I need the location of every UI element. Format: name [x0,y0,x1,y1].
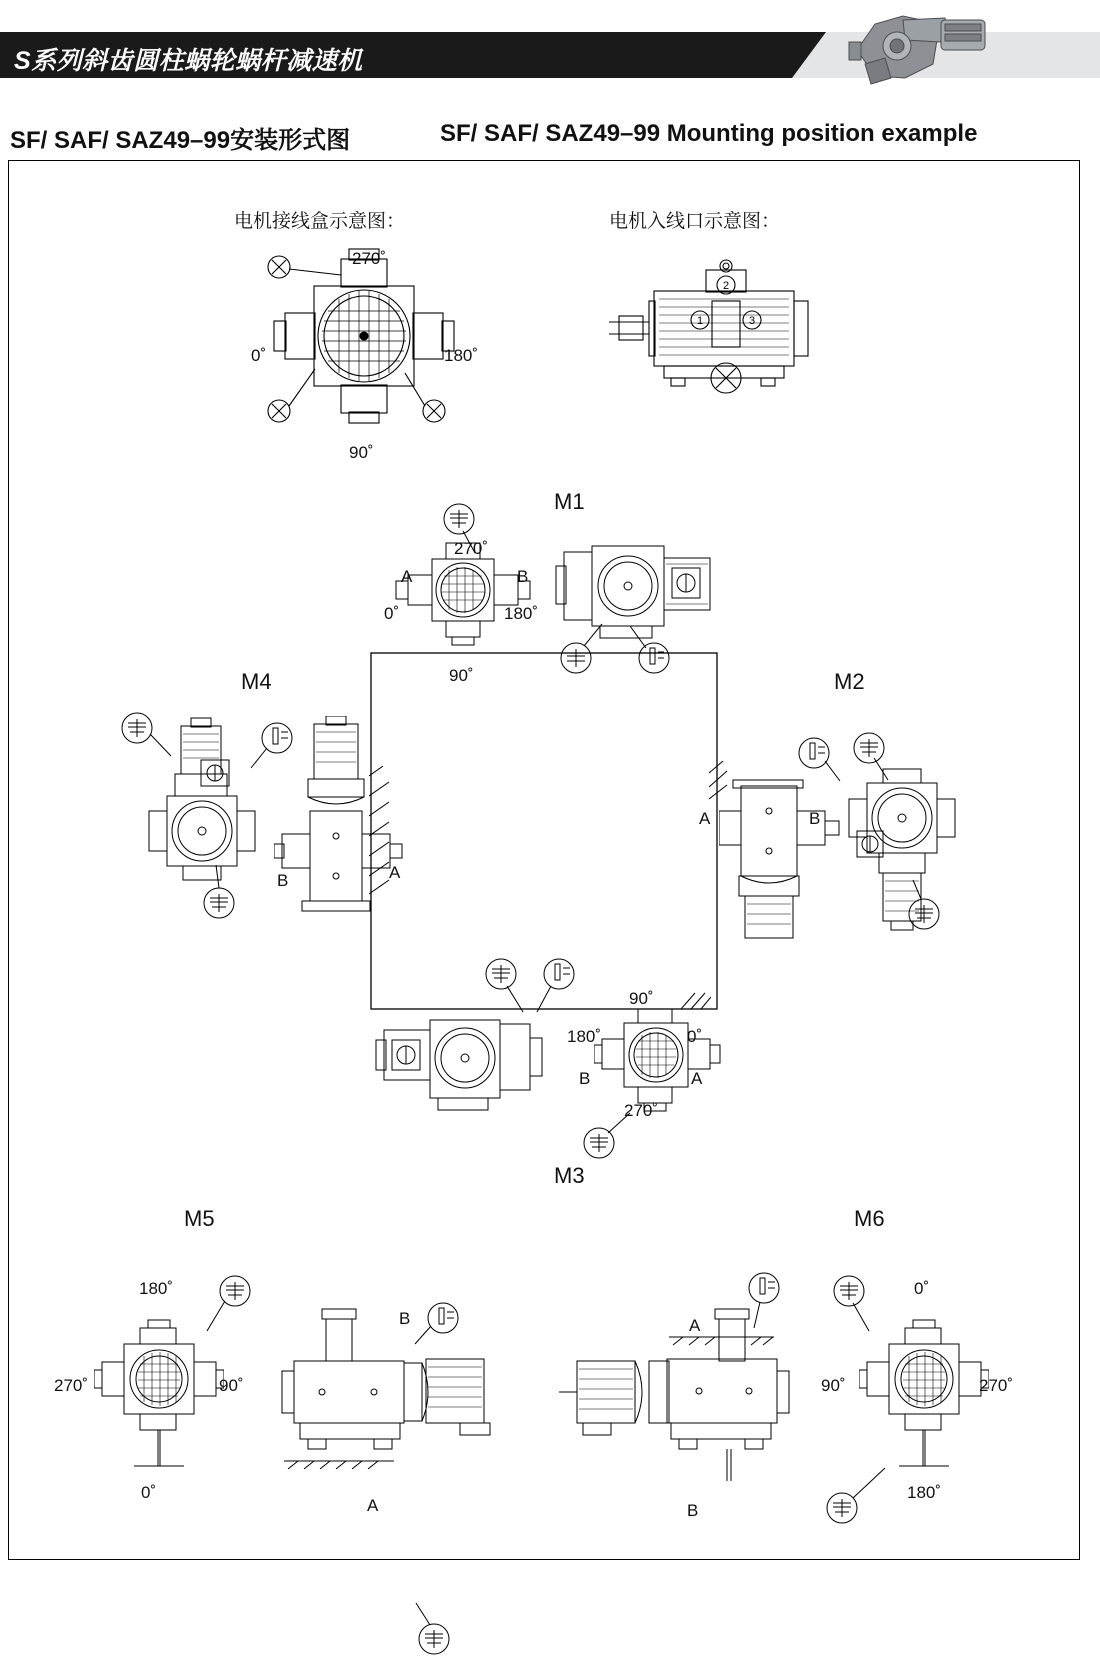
m6-shaft-B: B [687,1501,699,1520]
m1-shaft-B: B [517,567,529,586]
subtitle [10,120,1090,154]
m5-angle-180: 180˚ [139,1279,174,1298]
diagram-frame [8,160,1080,1560]
m1-angle-90: 90˚ [449,666,474,685]
m5-angle-0: 0˚ [141,1483,157,1502]
m2-drain-plug-icon [899,876,949,936]
m2-ground-hatch [709,761,733,801]
m5-drain-plug-icon [404,1601,464,1661]
m3-corner-hatch [681,989,711,1011]
m3-angle-90: 90˚ [629,989,654,1008]
svg-text:2: 2 [722,280,730,292]
m3-shaft-B: B [579,1069,591,1088]
m6-shaft-A: A [689,1316,701,1335]
m4-drain-plug-icon [194,861,244,921]
m2-breather-plug-icon [844,726,904,786]
m5-shaft-A: A [367,1496,379,1515]
m1-breather-plug-icon [439,501,479,561]
svg-text:3: 3 [748,315,756,327]
page-header [0,0,1100,100]
m3-drain-plug-icon [574,1111,644,1161]
terminal-angle-0: 0˚ [251,346,267,365]
subtitle-cn: SF/ SAF/ SAZ49–99安装形式图 [10,127,351,154]
m4-breather-plug-icon [117,706,177,766]
m4-shaft-A: A [389,863,401,882]
label-M5: M5 [184,1206,215,1231]
m5-angle-270: 270˚ [54,1376,89,1395]
m4-shaft-B: B [277,871,289,890]
m5-oil-level-icon [409,1296,469,1356]
label-M6: M6 [854,1206,885,1231]
terminal-box-diagram [229,241,499,441]
m1-oil-icons [554,616,694,676]
svg-text:1: 1 [696,315,704,327]
m6-angle-270: 270˚ [979,1376,1014,1395]
m3-oil-icons [479,956,599,1016]
m2-shaft-A: A [699,809,711,828]
m6-angle-0: 0˚ [914,1279,930,1298]
m5-angle-90: 90˚ [219,1376,244,1395]
m4-ground-hatch [369,766,395,896]
m1-angle-180: 180˚ [504,604,539,623]
m1-angle-270: 270˚ [454,539,489,558]
m2-shaft-B: B [809,809,821,828]
page-title: S系列斜齿圆柱蜗轮蜗杆减速机 [14,47,363,75]
cable-entry-caption: 电机入线口示意图： [609,211,781,232]
cable-entry-diagram [609,256,839,416]
terminal-angle-180: 180˚ [444,346,479,365]
m3-angle-270: 270˚ [624,1101,659,1120]
label-M3: M3 [554,1163,585,1188]
m3-shaft-A: A [691,1069,703,1088]
m5-unit-side [274,1301,504,1501]
m3-angle-0: 0˚ [687,1027,703,1046]
gear-motor-photo [845,6,995,91]
subtitle-en: SF/ SAF/ SAZ49–99 Mounting position example [440,120,978,147]
terminal-angle-270: 270˚ [352,249,387,268]
label-M2: M2 [834,669,865,694]
label-M4: M4 [241,669,272,694]
label-M1: M1 [554,489,585,514]
m5-shaft-B: B [399,1309,411,1328]
terminal-box-caption: 电机接线盒示意图： [234,211,406,232]
m6-unit-front [859,1316,989,1476]
m5-breather-plug-icon [205,1271,265,1341]
terminal-angle-90: 90˚ [349,443,374,462]
m6-oil-level-icon [734,1266,794,1336]
m3-angle-180: 180˚ [567,1027,602,1046]
m6-angle-90: 90˚ [821,1376,846,1395]
m1-shaft-A: A [401,567,413,586]
m3-unit-side [374,1006,564,1126]
m2-unit-side [719,766,849,946]
m2-oil-level-icon [794,731,844,791]
m6-drain-plug-icon [817,1466,897,1536]
m6-angle-180: 180˚ [907,1483,942,1502]
m1-angle-0: 0˚ [384,604,400,623]
